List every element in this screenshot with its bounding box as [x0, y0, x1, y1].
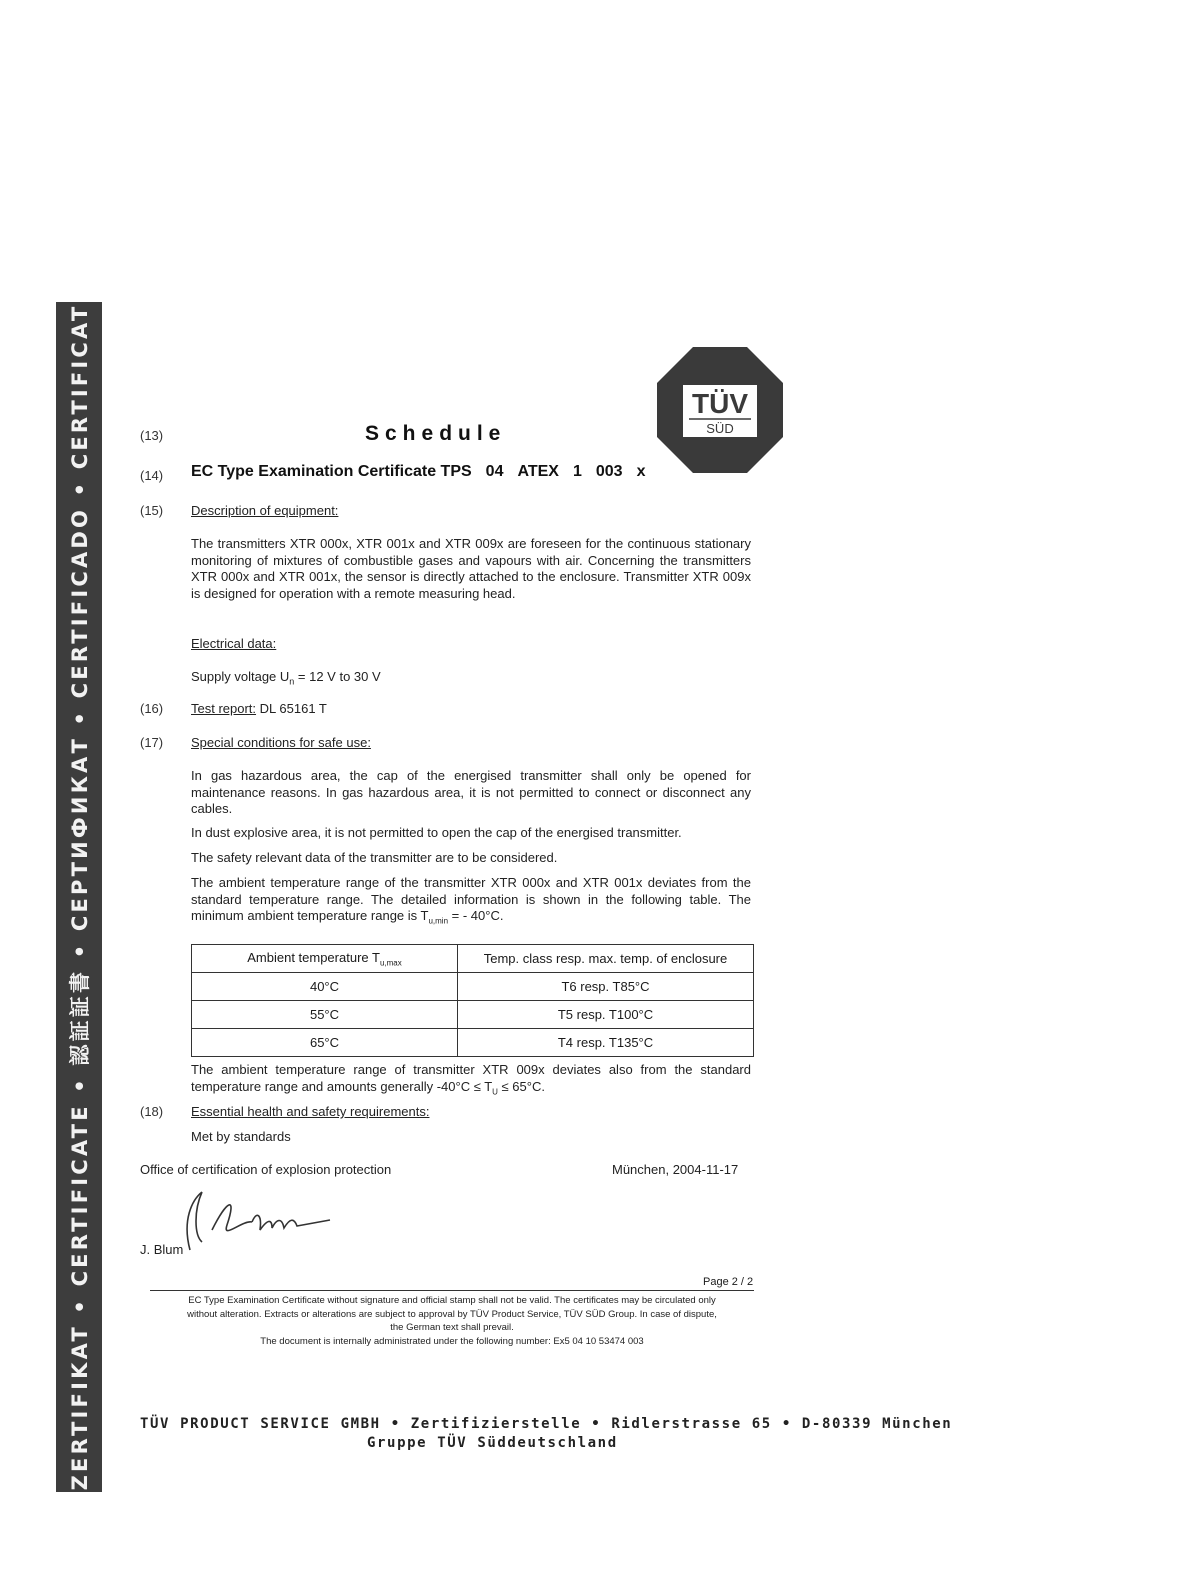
- special-conditions-p2: In dust explosive area, it is not permitted to open the cap of the energised transmitter.: [191, 825, 682, 840]
- header-ambient-sub: u,max: [379, 958, 402, 968]
- cert-part-category: 1: [572, 463, 582, 480]
- table-row: [192, 1029, 754, 1057]
- supply-voltage-value: = 12 V to 30 V: [294, 669, 381, 684]
- test-report-value: DL 65161 T: [259, 701, 327, 716]
- footer-notice: [150, 1294, 754, 1348]
- section-number-14: (14): [140, 468, 164, 483]
- table-cell-ambient: 55°C: [192, 1001, 458, 1029]
- logo-brand: TÜV: [692, 388, 748, 419]
- table-header-temp-class: Temp. class resp. max. temp. of enclosure: [458, 945, 754, 973]
- p4-sub: u,min: [428, 916, 449, 926]
- test-report: [191, 701, 327, 718]
- description-text: The transmitters XTR 000x, XTR 001x and XTR 009x are foreseen for the continuous stationary monitoring of mixtures of combustible gases and vapours with air. Concerning the transmitters XTR 000x and XTR 001x, the sensor is directly attached to the enclosure. Transmitter XTR 009x is designed for operation with a remote measuring head.: [191, 536, 751, 601]
- footer-notice-line: The document is internally administrated under the following number: Ex5 04 10 53474 003: [260, 1335, 644, 1347]
- section-number-16: (16): [140, 701, 164, 716]
- cert-part-atex: ATEX: [517, 463, 559, 480]
- special-conditions-p1: In gas hazardous area, the cap of the energised transmitter shall only be opened for maintenance reasons. In gas hazardous area, it is not permitted to connect or disconnect any cables.: [191, 768, 751, 816]
- table-cell-ambient: 40°C: [192, 973, 458, 1001]
- office-label: Office of certification of explosion protection: [140, 1162, 392, 1177]
- supply-voltage-prefix: Supply voltage U: [191, 669, 290, 684]
- temperature-table: [191, 944, 754, 1057]
- logo-sub: SÜD: [706, 421, 734, 436]
- xtr009x-temperature-note: [191, 1062, 751, 1101]
- table-cell-ambient: 65°C: [192, 1029, 458, 1057]
- cert-part-year: 04: [485, 463, 504, 480]
- test-report-label: Test report:: [191, 701, 257, 716]
- section-number-17: (17): [140, 735, 164, 750]
- table-header-row: [192, 945, 754, 973]
- requirements-heading: Essential health and safety requirements:: [191, 1104, 430, 1119]
- note-sub: U: [492, 1087, 498, 1097]
- supply-voltage-sub: n: [289, 676, 295, 687]
- table-row: [192, 973, 754, 1001]
- issue-date: München, 2004-11-17: [612, 1162, 739, 1177]
- table-cell-temp-class: T4 resp. T135°C: [458, 1029, 754, 1057]
- cert-part-number: 003: [595, 463, 623, 480]
- table-row: [192, 1001, 754, 1029]
- note-part-a: The ambient temperature range of transmitter XTR 009x deviates also from the standard temperature range and amounts generally -40°C ≤ T: [191, 1062, 751, 1094]
- cert-part-suffix: x: [636, 463, 646, 480]
- section-number-18: (18): [140, 1104, 164, 1119]
- page-number: Page 2 / 2: [703, 1276, 754, 1288]
- section-number-15: (15): [140, 503, 164, 518]
- p4-end: = - 40°C.: [448, 908, 504, 923]
- tuv-sud-logo: [655, 345, 785, 475]
- table-cell-temp-class: T6 resp. T85°C: [458, 973, 754, 1001]
- footer-notice-line: EC Type Examination Certificate without signature and official stamp shall not be valid. The certificates may be circulated only: [188, 1295, 716, 1306]
- table-header-ambient: [192, 945, 458, 973]
- header-ambient-prefix: Ambient temperature T: [247, 949, 380, 965]
- requirements-text: Met by standards: [191, 1129, 291, 1144]
- certificate-sidebar-band: [56, 302, 102, 1492]
- footer-divider: [150, 1290, 754, 1291]
- page-title: Schedule: [365, 422, 507, 445]
- special-conditions-p3: The safety relevant data of the transmitter are to be considered.: [191, 850, 558, 865]
- special-conditions-p4: [191, 875, 751, 930]
- table-cell-temp-class: T5 resp. T100°C: [458, 1001, 754, 1029]
- special-conditions-heading: Special conditions for safe use:: [191, 735, 371, 750]
- company-group: Gruppe TÜV Süddeutschland: [367, 1435, 618, 1451]
- cert-part-title: EC Type Examination Certificate TPS: [191, 463, 472, 480]
- section-number-13: (13): [140, 428, 164, 443]
- note-part-b: ≤ 65°C.: [497, 1078, 545, 1094]
- p4-main: The ambient temperature range of the transmitter XTR 000x and XTR 001x deviates from the standard temperature range. The detailed information is shown in the following table. The minimum ambient temperature range is T: [191, 875, 751, 923]
- signer-name: J. Blum: [140, 1242, 184, 1257]
- footer-notice-line: without alteration. Extracts or alterations are subject to approval by TÜV Product Service, TÜV SÜD Group. In case of dispute,: [187, 1308, 717, 1320]
- supply-voltage: [191, 669, 381, 690]
- footer-notice-line: the German text shall prevail.: [390, 1322, 514, 1333]
- sidebar-text: ZERTIFIKAT • CERTIFICATE • 認証証書 • СЕРТИФИКАТ • CERTIFICADO • CERTIFICAT: [68, 303, 92, 1491]
- certificate-number: [191, 463, 659, 481]
- electrical-data-heading: Electrical data:: [191, 636, 277, 651]
- signature-image: [172, 1180, 342, 1260]
- description-heading: Description of equipment:: [191, 503, 339, 518]
- company-address: TÜV PRODUCT SERVICE GMBH • Zertifizierstelle • Ridlerstrasse 65 • D-80339 München: [140, 1416, 953, 1432]
